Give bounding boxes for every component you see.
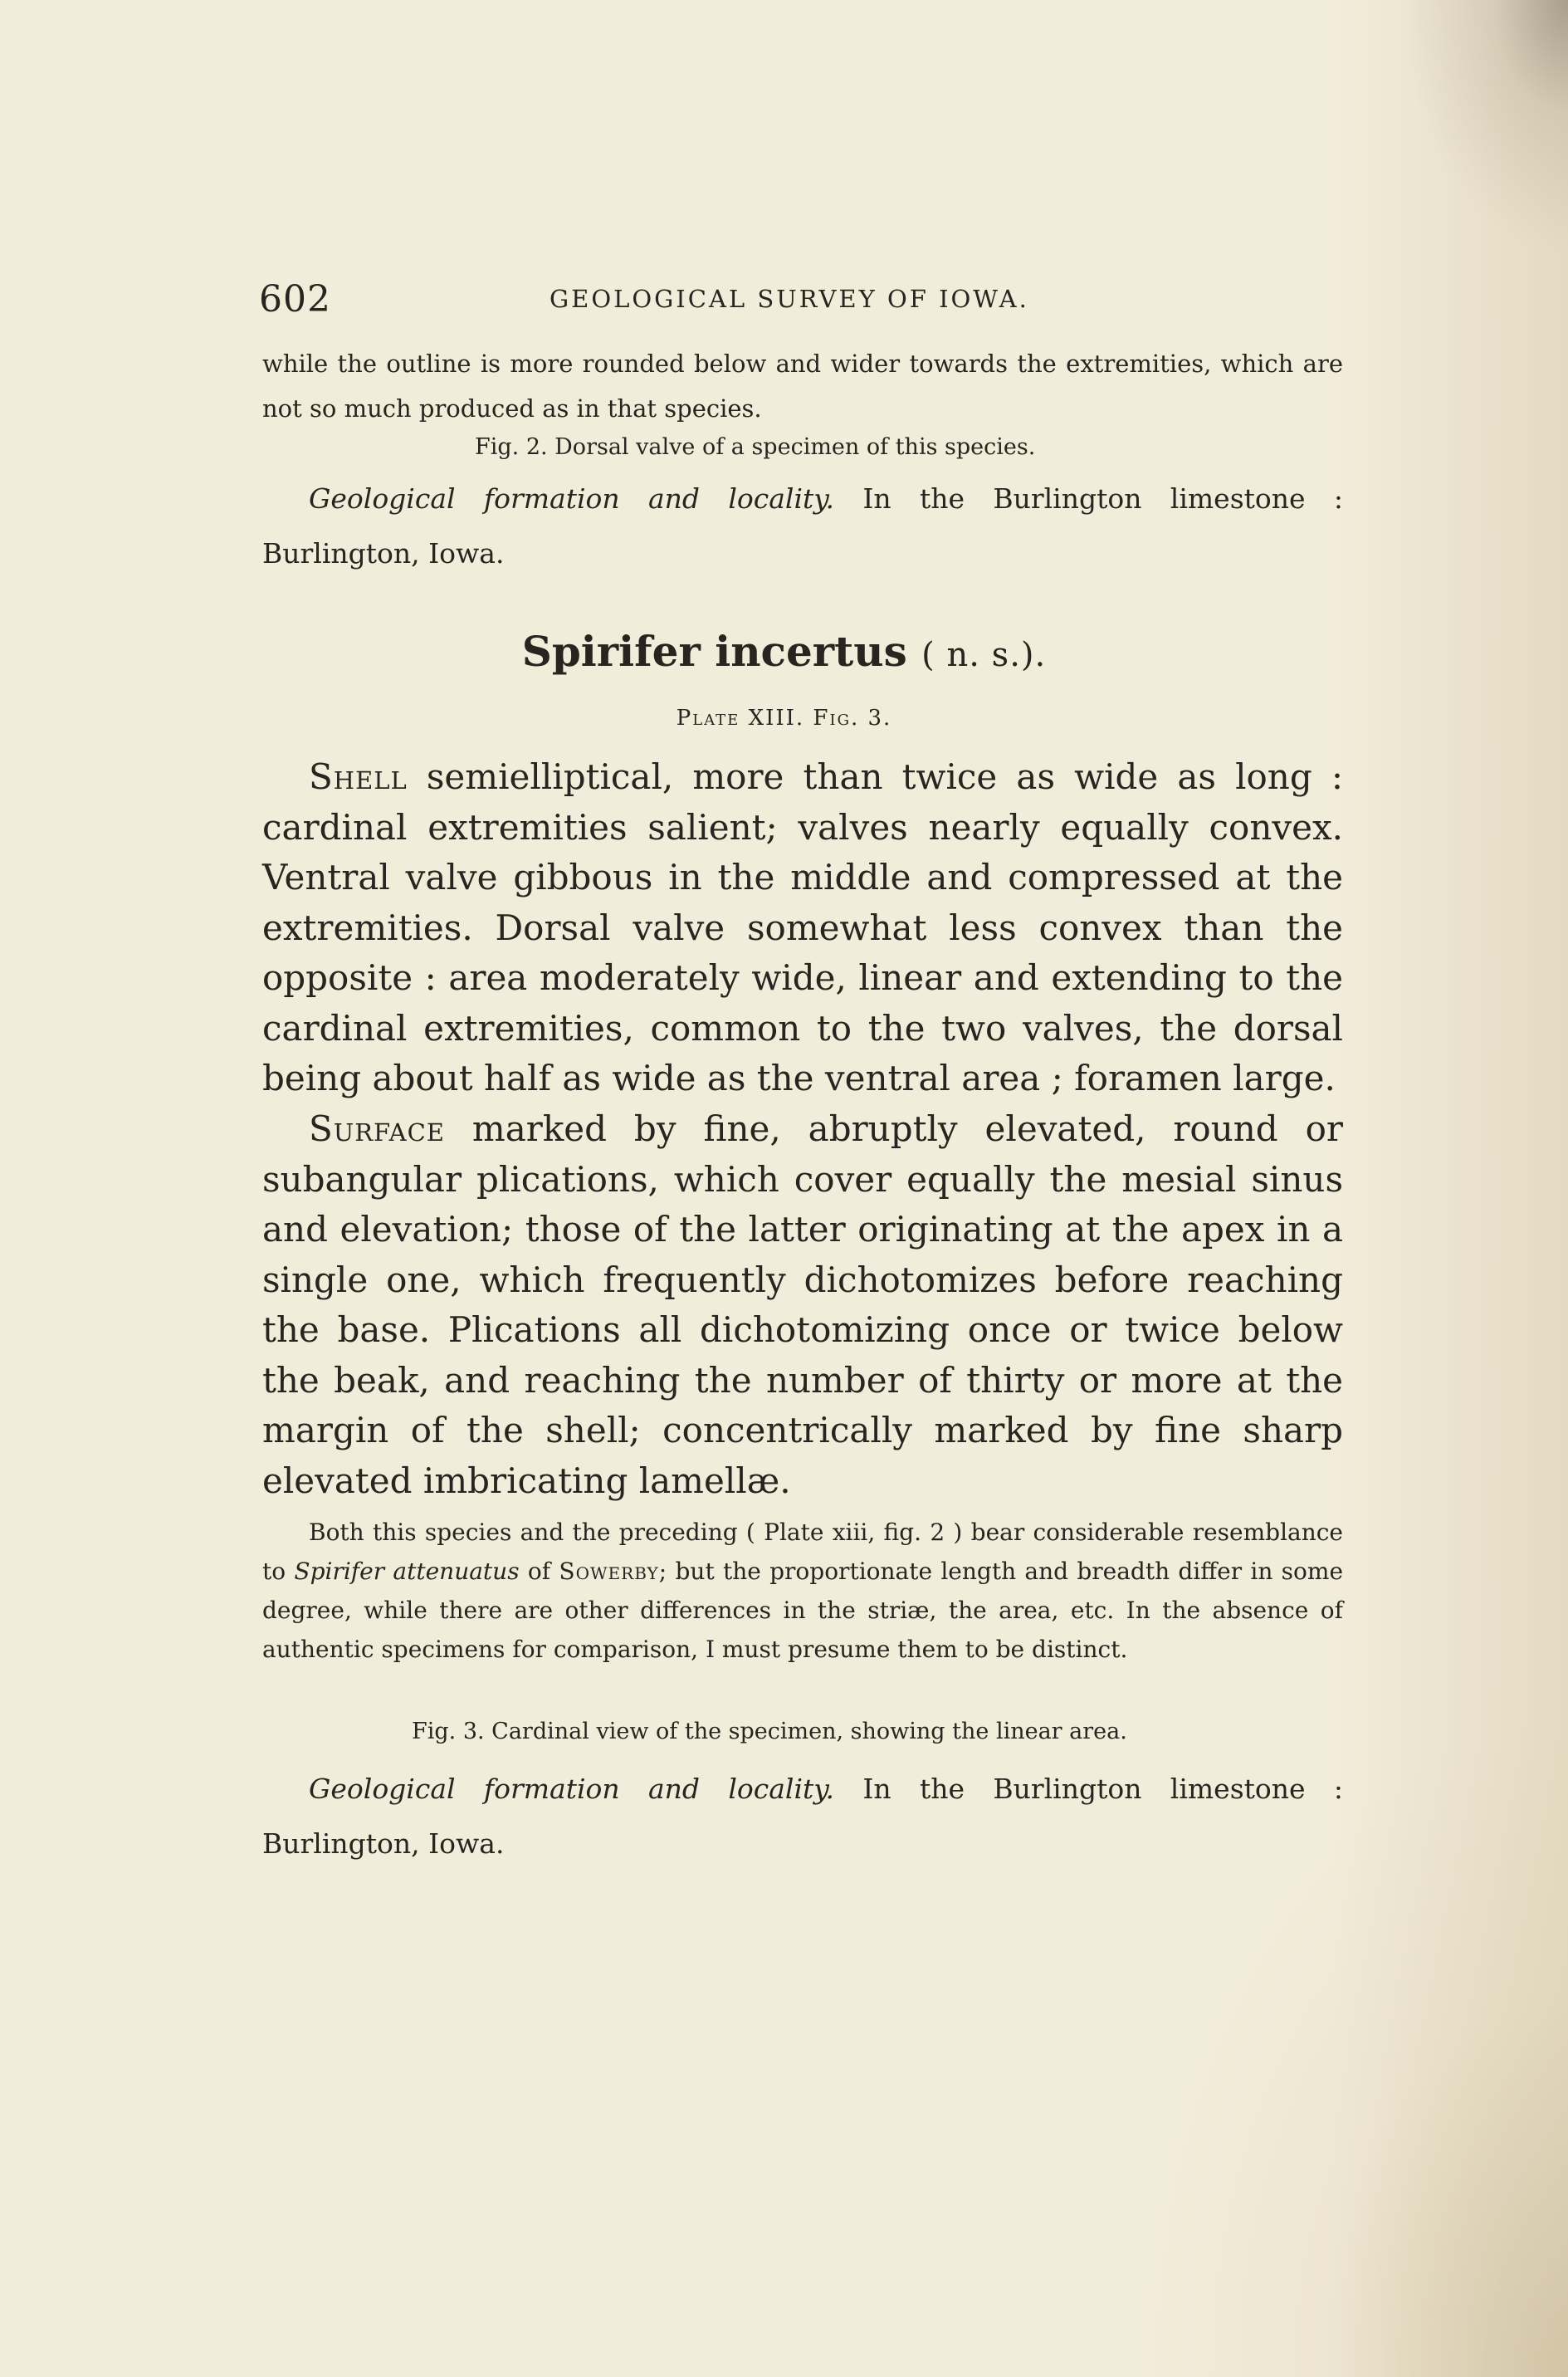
shell-lead: Shell [309,756,408,797]
shell-text: semielliptical, more than twice as wide as long : cardinal extremities salient; valves nearly equally convex. Ventral valve gibbous in the middle and compressed at the extremities. Dorsal valve somewhat less convex than the opposite : area moderately wide, linear and extending to the cardinal extremities, common to the two valves, the dorsal being about half as wide as the ventral area ; foramen large. [262,756,1343,1098]
surface-lead: Surface [309,1108,445,1149]
geo-locality-paragraph-1 [262,472,1343,581]
page-number: 602 [259,278,331,320]
species-title [0,627,1568,676]
surface-text: marked by fine, abruptly elevated, round or subangular plications, which cover equally the mesial sinus and elevation; those of the latter originating at the apex in a single one, which frequently dichotomizes before reaching the base. Plications all dichotomizing once or twice below the beak, and reaching the number of thirty or more at the margin of the shell; concentrically marked by fine sharp elevated imbricating lamellæ. [262,1108,1343,1501]
geo-locality-label: Geological formation and locality. [309,482,835,515]
comparison-note [262,1513,1343,1669]
shell-description [262,752,1343,1104]
surface-description [262,1104,1343,1506]
running-title: GEOLOGICAL SURVEY OF IOWA. [550,285,1029,313]
note-author: Sowerby [559,1558,659,1585]
geo-locality-text: In the Burlington limestone : Burlington, Iowa. [262,482,1343,570]
closing-geo-label: Geological formation and locality. [309,1773,835,1805]
geo-locality-paragraph-2 [262,1762,1343,1871]
note-part-3: ; but the proportionate length and breadth differ in some degree, while there are other differences in the striæ, the area, etc. In the absence of authentic specimens for comparison, I must presume them to be distinct. [262,1558,1344,1663]
species-name: Spirifer incertus [521,627,907,676]
note-part-2: of [527,1558,551,1585]
new-species-mark: ( n. s.). [921,636,1047,674]
note-species-ref: Spirifer attenuatus [294,1558,520,1585]
closing-geo-text: In the Burlington limestone : Burlington, Iowa. [262,1773,1343,1860]
note-part-1: Both this species and the preceding ( Plate xiii, fig. 2 ) bear considerable resemblance to [262,1519,1343,1585]
running-head [259,278,1355,328]
continuation-paragraph: while the outline is more rounded below and wider towards the extremities, which are not so much produced as in that species. [262,350,1343,423]
fig-2-caption: Fig. 2. Dorsal valve of a specimen of this species. [475,434,1036,460]
plate-reference: Plate XIII. Fig. 3. [676,706,892,731]
fig-3-caption: Fig. 3. Cardinal view of the specimen, showing the linear area. [412,1719,1127,1744]
